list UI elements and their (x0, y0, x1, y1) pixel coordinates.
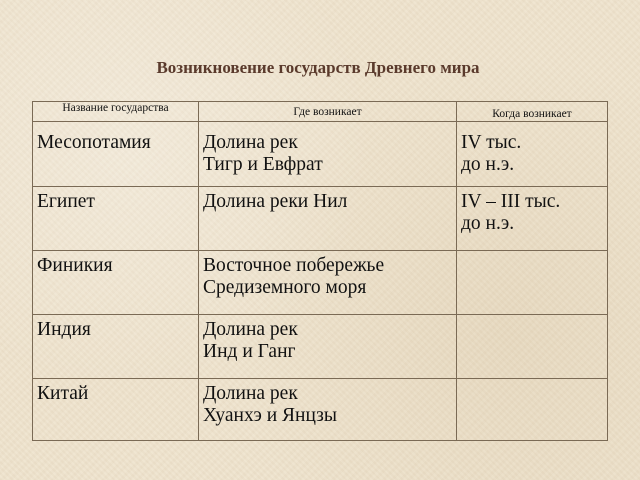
table-row (33, 187, 608, 251)
slide-title: Возникновение государств Древнего мира (156, 58, 480, 77)
table-row (33, 315, 608, 379)
state-cell: Месопотамия (33, 122, 199, 187)
when-cell (457, 251, 608, 315)
state-cell: Китай (33, 379, 199, 441)
states-table (32, 101, 608, 441)
header-state-name: Название государства (33, 102, 199, 122)
table-row (33, 251, 608, 315)
where-cell: Долина реки Нил (199, 187, 457, 251)
header-when: Когда возникает (457, 102, 608, 122)
when-cell (457, 379, 608, 441)
where-cell: Долина рек Тигр и Евфрат (199, 122, 457, 187)
header-where: Где возникает (199, 102, 457, 122)
table-row (33, 122, 608, 187)
state-cell: Индия (33, 315, 199, 379)
where-cell: Восточное побережье Средиземного моря (199, 251, 457, 315)
state-cell: Финикия (33, 251, 199, 315)
where-cell: Долина рек Инд и Ганг (199, 315, 457, 379)
table-row (33, 379, 608, 441)
when-cell: IV – III тыс. до н.э. (457, 187, 608, 251)
when-cell (457, 315, 608, 379)
table-header-row (33, 102, 608, 122)
state-cell: Египет (33, 187, 199, 251)
when-cell: IV тыс. до н.э. (457, 122, 608, 187)
where-cell: Долина рек Хуанхэ и Янцзы (199, 379, 457, 441)
